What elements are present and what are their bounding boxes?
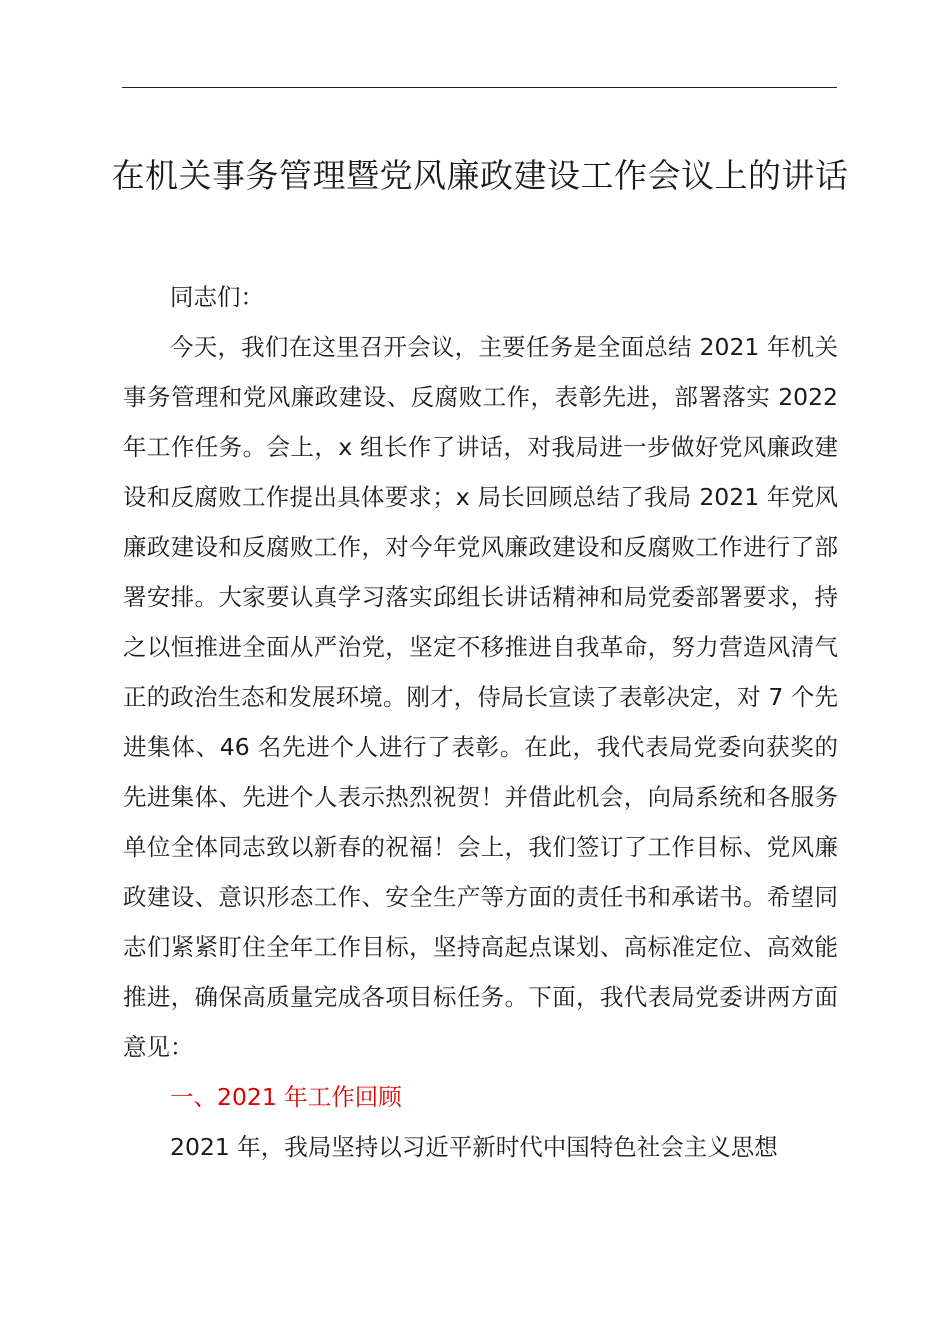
header-rule [122, 87, 837, 88]
section-paragraph: 2021 年，我局坚持以习近平新时代中国特色社会主义思想 [170, 1133, 778, 1161]
document-title: 在机关事务管理暨党风廉政建设工作会议上的讲话 [111, 156, 849, 195]
salutation: 同志们： [170, 283, 264, 311]
document-body [123, 272, 838, 1172]
section-heading: 一、2021 年工作回顾 [170, 1083, 402, 1111]
intro-paragraph: 今天，我们在这里召开会议，主要任务是全面总结 2021 年机关事务管理和党风廉政建设、反腐败工作，表彰先进，部署落实 2022 年工作任务。会上，x 组长作了讲话，对我局进一步做好党风廉政建设和反腐败工作提出具体要求；x 局长回顾总结了我局 2021 年党风廉政建设和反腐败工作，对今年党风廉政建设和反腐败工作进行了部署安排。大家要认真学习落实邱组长讲话精神和局党委部署要求，持之以恒推进全面从严治党，坚定不移推进自我革命，努力营造风清气正的政治生态和发展环境。刚才，侍局长宣读了表彰决定，对 7 个先进集体、46 名先进个人进行了表彰。在此，我代表局党委向获奖的先进集体、先进个人表示热烈祝贺！并借此机会，向局系统和各服务单位全体同志致以新春的祝福！会上，我们签订了工作目标、党风廉政建设、意识形态工作、安全生产等方面的责任书和承诺书。希望同志们紧紧盯住全年工作目标，坚持高起点谋划、高标准定位、高效能推进，确保高质量完成各项目标任务。下面，我代表局党委讲两方面意见： [123, 333, 838, 1061]
